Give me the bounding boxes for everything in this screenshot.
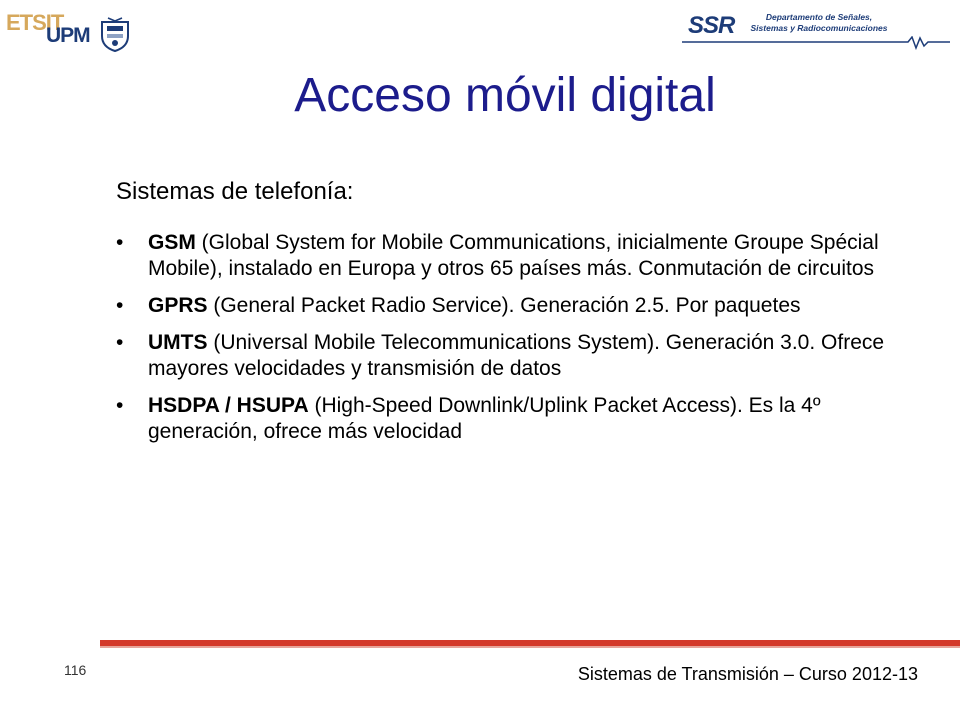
bullet-item-umts	[116, 330, 916, 382]
bullet-text: (Universal Mobile Telecommunications System). Generación 3.0. Ofrece mayores velocidades y transmisión de datos	[148, 331, 885, 380]
university-crest-icon	[98, 16, 132, 52]
bullet-text: (High-Speed Downlink/Uplink Packet Access). Es la 4º generación, ofrece más velocidad	[148, 394, 821, 443]
bullet-term: UMTS	[148, 331, 208, 354]
logo-dept-line2: Sistemas y Radiocomunicaciones	[750, 23, 888, 33]
logo-etsit-text: ETSIT	[6, 10, 64, 35]
logo-department-name	[744, 12, 894, 34]
bullet-dot-icon: •	[116, 231, 124, 254]
footer-course-label: Sistemas de Transmisión – Curso 2012-13	[577, 664, 918, 684]
bullet-item-gsm	[116, 230, 916, 282]
etsit-upm-logo	[6, 10, 136, 50]
bullet-list	[116, 230, 916, 456]
ssr-department-logo	[682, 8, 950, 48]
logo-ssr-text: SSR	[688, 12, 735, 39]
bullet-dot-icon: •	[116, 331, 124, 354]
logo-upm-text: UPM	[46, 24, 90, 47]
logo-dept-line1: Departamento de Señales,	[765, 12, 873, 22]
bullet-dot-icon: •	[116, 394, 124, 417]
bullet-dot-icon: •	[116, 294, 124, 317]
slide-title: Acceso móvil digital	[294, 69, 716, 122]
bullet-text: (Global System for Mobile Communications, inicialmente Groupe Spécial Mobile), instalado en Europa y otros 65 países más. Conmutación de circuitos	[148, 231, 879, 280]
footer-divider-shadow	[100, 646, 960, 648]
bullet-term: HSDPA / HSUPA	[148, 394, 309, 417]
bullet-item-gprs	[116, 293, 916, 319]
page-number: 116	[64, 662, 87, 678]
bullet-text: (General Packet Radio Service). Generación 2.5. Por paquetes	[207, 294, 801, 317]
bullet-item-hsdpa-hsupa	[116, 393, 916, 445]
slide-subtitle: Sistemas de telefonía:	[116, 178, 354, 205]
signal-wave-icon	[682, 36, 950, 50]
bullet-term: GSM	[148, 231, 196, 254]
bullet-term: GPRS	[148, 294, 208, 317]
